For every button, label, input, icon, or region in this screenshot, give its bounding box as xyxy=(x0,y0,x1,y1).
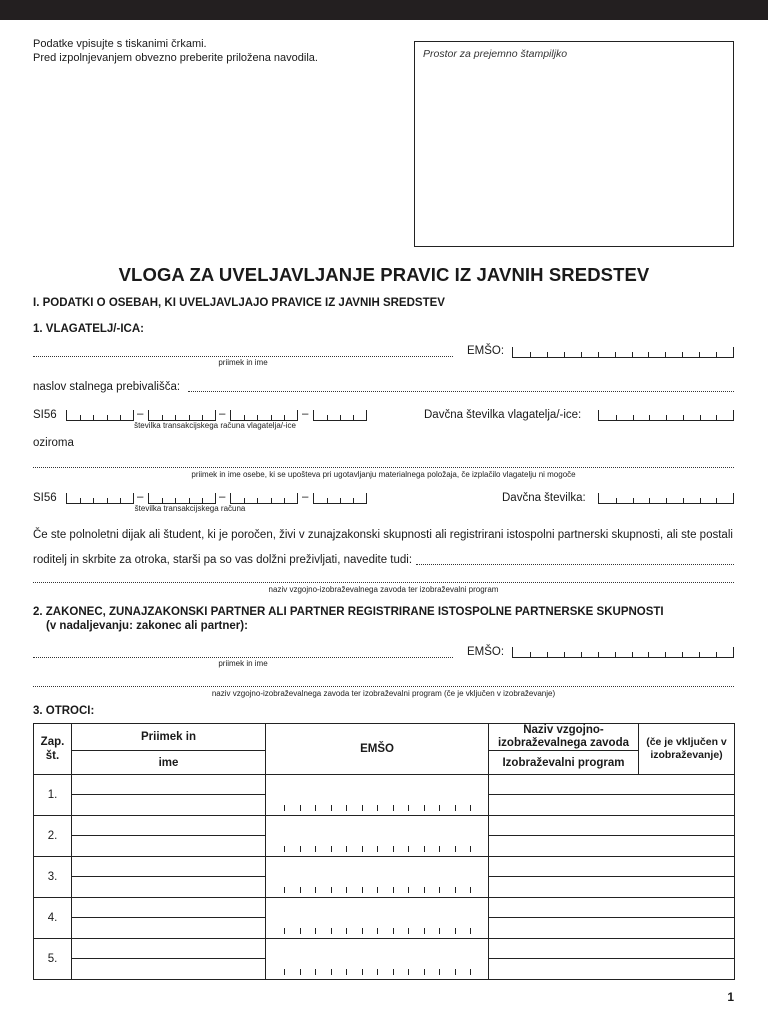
col-header-emso: EMŠO xyxy=(266,724,489,775)
iban2-field-4[interactable] xyxy=(313,493,367,504)
applicant-tax-field[interactable] xyxy=(598,410,734,421)
other-person-field[interactable] xyxy=(33,467,734,468)
emso-ticks xyxy=(284,969,470,975)
applicant-heading: 1. VLAGATELJ/-ICA: xyxy=(33,323,144,335)
other-tax-field[interactable] xyxy=(598,493,734,504)
child-name-field[interactable] xyxy=(72,836,266,857)
col-header-number: Zap. št. xyxy=(34,724,72,775)
iban-prefix: SI56 xyxy=(33,492,57,504)
col-header-program: Izobraževalni program xyxy=(489,751,639,775)
child-school-field[interactable] xyxy=(489,857,735,877)
partner-emso-field[interactable] xyxy=(512,647,734,658)
child-surname-field[interactable] xyxy=(72,775,266,795)
or-label: oziroma xyxy=(33,437,74,449)
child-name-field[interactable] xyxy=(72,795,266,816)
emso-label: EMŠO: xyxy=(467,345,505,357)
partner-school-field[interactable] xyxy=(33,686,734,687)
child-emso-field[interactable] xyxy=(266,775,489,816)
child-school-field[interactable] xyxy=(489,775,735,795)
col-header-school: Naziv vzgojno-izobraževalnega zavoda xyxy=(489,724,639,751)
iban-caption-2: številka transakcijskega računa xyxy=(134,504,246,513)
section2-heading: 2. ZAKONEC, ZUNAJZAKONSKI PARTNER ALI PARTNER REGISTRIRANE ISTOSPOLNE PARTNERSKE SKUPNOSTI xyxy=(33,606,664,618)
child-school-field[interactable] xyxy=(489,816,735,836)
instruction-line: Pred izpolnjevanjem obvezno preberite priložena navodila. xyxy=(33,52,318,64)
child-program-field[interactable] xyxy=(489,836,735,857)
dash: – xyxy=(137,408,144,420)
instruction-line: Podatke vpisujte s tiskanimi črkami. xyxy=(33,38,207,50)
child-surname-field[interactable] xyxy=(72,857,266,877)
dash: – xyxy=(302,408,309,420)
emso-ticks xyxy=(284,846,470,852)
table-row xyxy=(34,816,735,836)
emso-ticks xyxy=(284,928,470,934)
emso-label: EMŠO: xyxy=(467,646,505,658)
dash: – xyxy=(219,408,226,420)
section1-heading: I. PODATKI O OSEBAH, KI UVELJAVLJAJO PRAVICE IZ JAVNIH SREDSTEV xyxy=(33,297,445,309)
section3-heading: 3. OTROCI: xyxy=(33,705,95,717)
child-emso-field[interactable] xyxy=(266,939,489,980)
child-program-field[interactable] xyxy=(489,877,735,898)
tax-label: Davčna številka vlagatelja/-ice: xyxy=(424,409,582,421)
page-number: 1 xyxy=(727,990,734,1004)
dash: – xyxy=(219,491,226,503)
row-number: 3. xyxy=(34,857,72,898)
iban2-field-3[interactable] xyxy=(230,493,298,504)
dash: – xyxy=(302,491,309,503)
child-name-field[interactable] xyxy=(72,918,266,939)
address-field[interactable] xyxy=(188,391,734,392)
applicant-emso-field[interactable] xyxy=(512,347,734,358)
child-emso-field[interactable] xyxy=(266,857,489,898)
table-row xyxy=(34,939,735,959)
student-text-2: roditelj in skrbite za otroka, starši pa so vas dolžni preživljati, navedite tudi: xyxy=(33,554,413,566)
child-school-field[interactable] xyxy=(489,898,735,918)
children-table xyxy=(33,723,735,980)
child-emso-field[interactable] xyxy=(266,816,489,857)
section2-subheading: (v nadaljevanju: zakonec ali partner): xyxy=(46,620,248,632)
dash: – xyxy=(137,491,144,503)
address-label: naslov stalnega prebivališča: xyxy=(33,381,181,393)
student-info-field[interactable] xyxy=(416,564,734,565)
col-header-name: ime xyxy=(72,751,266,775)
name-caption: priimek in ime xyxy=(218,659,268,668)
child-program-field[interactable] xyxy=(489,918,735,939)
child-name-field[interactable] xyxy=(72,959,266,980)
tax-label-2: Davčna številka: xyxy=(502,492,586,504)
page-title: VLOGA ZA UVELJAVLJANJE PRAVIC IZ JAVNIH SREDSTEV xyxy=(118,264,650,285)
iban-prefix: SI56 xyxy=(33,409,57,421)
stamp-label: Prostor za prejemno štampiljko xyxy=(423,48,568,60)
child-surname-field[interactable] xyxy=(72,939,266,959)
school-caption: naziv vzgojno-izobraževalnega zavoda ter izobraževalni program xyxy=(268,585,499,594)
table-row xyxy=(34,775,735,795)
iban-field-4[interactable] xyxy=(313,410,367,421)
col-header-school-note: (če je vključen v izobraževanje) xyxy=(639,724,735,775)
row-number: 1. xyxy=(34,775,72,816)
iban-field-2[interactable] xyxy=(148,410,216,421)
other-person-caption: priimek in ime osebe, ki se upošteva pri ugotavljanju materialnega položaja, če izplačilo vlagatelju ni mogoče xyxy=(191,470,576,479)
instructions xyxy=(33,37,318,65)
child-emso-field[interactable] xyxy=(266,898,489,939)
iban-caption: številka transakcijskega računa vlagatelja/-ice xyxy=(134,421,296,430)
iban-field-3[interactable] xyxy=(230,410,298,421)
emso-ticks xyxy=(284,887,470,893)
emso-ticks xyxy=(284,805,470,811)
iban2-field-2[interactable] xyxy=(148,493,216,504)
partner-name-field[interactable] xyxy=(33,657,453,658)
row-number: 5. xyxy=(34,939,72,980)
child-name-field[interactable] xyxy=(72,877,266,898)
child-program-field[interactable] xyxy=(489,795,735,816)
row-number: 4. xyxy=(34,898,72,939)
partner-school-caption: naziv vzgojno-izobraževalnega zavoda ter izobraževalni program (če je vključen v izobraževanje) xyxy=(211,689,556,698)
child-program-field[interactable] xyxy=(489,959,735,980)
applicant-school-field[interactable] xyxy=(33,582,734,583)
table-row xyxy=(34,898,735,918)
col-header-surname: Priimek in xyxy=(72,724,266,751)
stamp-box[interactable] xyxy=(414,41,734,247)
iban-field-1[interactable] xyxy=(66,410,134,421)
child-surname-field[interactable] xyxy=(72,898,266,918)
iban2-field-1[interactable] xyxy=(66,493,134,504)
name-caption: priimek in ime xyxy=(218,358,268,367)
row-number: 2. xyxy=(34,816,72,857)
child-school-field[interactable] xyxy=(489,939,735,959)
child-surname-field[interactable] xyxy=(72,816,266,836)
top-bar xyxy=(0,0,768,20)
applicant-name-field[interactable] xyxy=(33,356,453,357)
student-text-1: Če ste polnoletni dijak ali študent, ki je poročen, živi v zunajzakonski skupnosti ali registrirani istospolni partnerski skupnosti, ali ste postali xyxy=(33,529,733,541)
table-row xyxy=(34,857,735,877)
